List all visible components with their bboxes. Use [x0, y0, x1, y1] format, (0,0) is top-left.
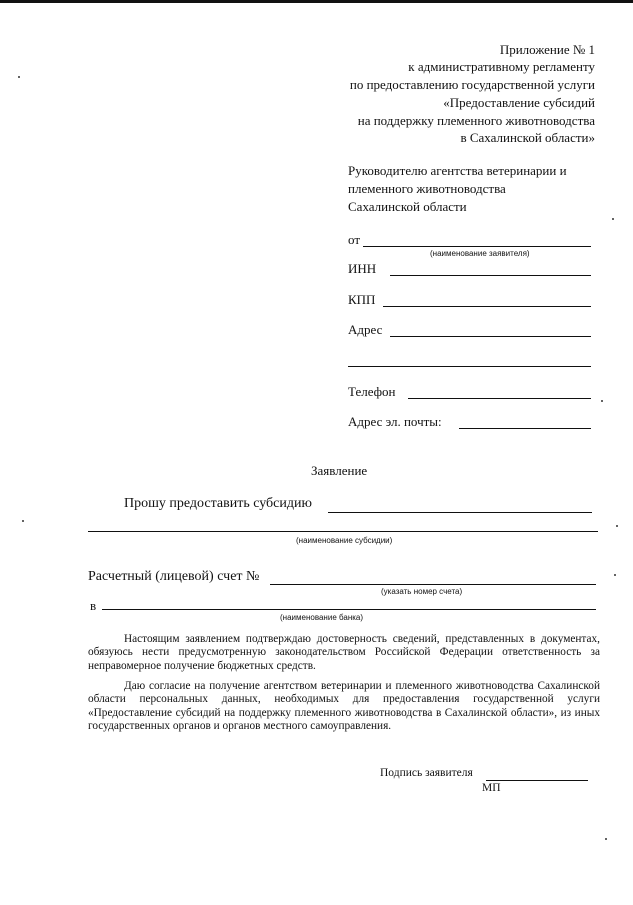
subsidy-field-line[interactable] — [328, 512, 592, 513]
scan-speck — [605, 838, 607, 840]
signature-label: Подпись заявителя — [380, 767, 473, 779]
bank-caption: (наименование банка) — [280, 613, 364, 622]
from-field-line[interactable] — [363, 246, 591, 247]
header-line: к административному регламенту — [408, 59, 595, 74]
paragraph-1: Настоящим заявлением подтверждаю достоверность сведений, представленных в документах, обязуюсь нести предусмотренную законодательством Российской Федерации ответственность за неправомерное получение бюджетных средств. — [88, 633, 600, 672]
addressee-line: Руководителю агентства ветеринарии и — [348, 163, 567, 178]
signature-field-line[interactable] — [486, 780, 588, 781]
scan-top-border — [0, 0, 633, 3]
confirmation-paragraph — [88, 633, 600, 673]
header-line: «Предоставление субсидий — [443, 95, 595, 110]
address-field-line-2[interactable] — [348, 366, 591, 367]
phone-label: Телефон — [348, 384, 396, 399]
inn-label: ИНН — [348, 261, 377, 276]
bank-field-line[interactable] — [102, 609, 596, 610]
header-line: в Сахалинской области» — [460, 130, 595, 145]
kpp-field-line[interactable] — [383, 306, 591, 307]
scan-speck — [612, 218, 614, 220]
document-title: Заявление — [311, 463, 368, 478]
account-label: Расчетный (лицевой) счет № — [88, 569, 260, 584]
address-field-line[interactable] — [390, 336, 591, 337]
header-line: по предоставлению государственной услуги — [349, 77, 595, 92]
phone-field-line[interactable] — [408, 398, 591, 399]
email-field-line[interactable] — [459, 428, 591, 429]
scan-speck — [22, 520, 24, 522]
account-caption: (указать номер счета) — [381, 587, 463, 596]
consent-paragraph — [88, 680, 600, 734]
from-label: от — [348, 232, 361, 247]
stamp-mark: МП — [482, 782, 501, 794]
account-field-line[interactable] — [270, 584, 596, 585]
request-label: Прошу предоставить субсидию — [124, 496, 312, 511]
addressee-line: племенного животноводства — [348, 181, 506, 196]
from-caption: (наименование заявителя) — [430, 249, 530, 258]
scan-speck — [601, 400, 603, 402]
address-label: Адрес — [348, 322, 383, 337]
inn-field-line[interactable] — [390, 275, 591, 276]
bank-label: в — [90, 598, 97, 613]
header-line: на поддержку племенного животноводства — [357, 113, 595, 128]
subsidy-field-line-2[interactable] — [88, 531, 598, 532]
kpp-label: КПП — [348, 292, 376, 307]
scan-speck — [18, 76, 20, 78]
subsidy-caption: (наименование субсидии) — [296, 536, 393, 545]
email-label: Адрес эл. почты: — [348, 414, 442, 429]
scan-speck — [616, 525, 618, 527]
header-line: Приложение № 1 — [499, 42, 595, 57]
paragraph-2: Даю согласие на получение агентством ветеринарии и племенного животноводства Сахалинской области персональных данных, необходимых для предоставления государственной услуги «Предоставление субсидий на поддержку племенного животноводства в Сахалинской области», из иных государственных органов и органов местного самоуправления. — [88, 680, 600, 733]
addressee-line: Сахалинской области — [348, 199, 467, 214]
scan-speck — [614, 574, 616, 576]
